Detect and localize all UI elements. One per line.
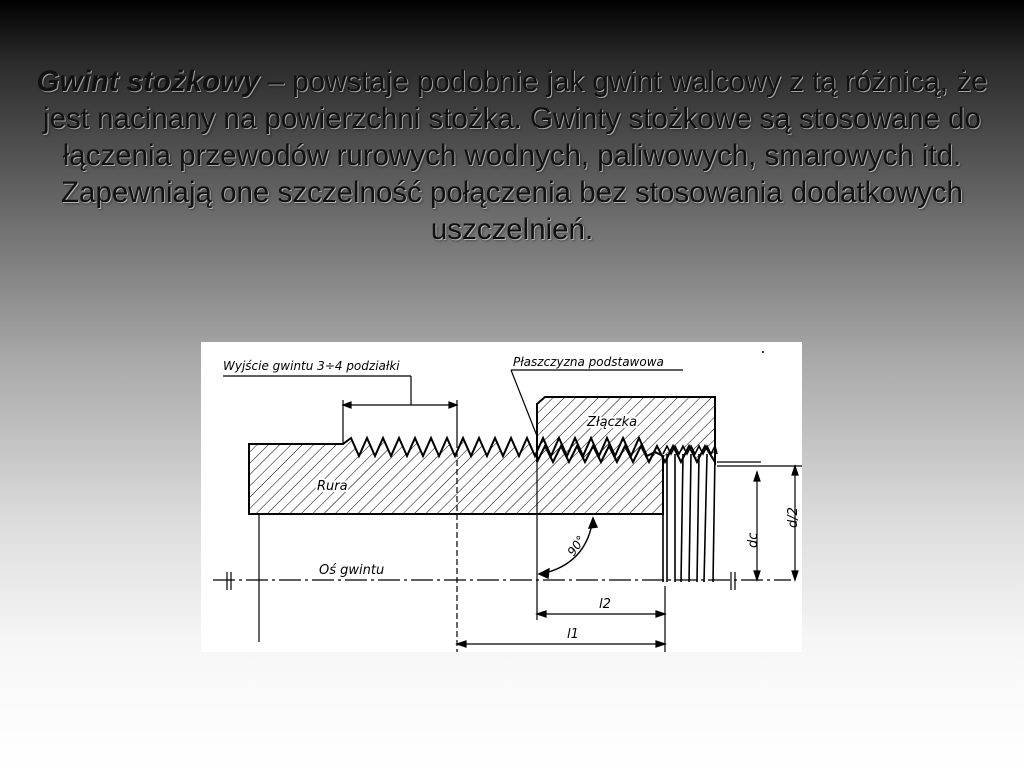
- label-pipe: Rura: [317, 479, 348, 494]
- lead-term: Gwint stożkowy: [36, 65, 260, 98]
- label-angle: 90°: [564, 532, 589, 559]
- slide-paragraph: [10, 63, 1014, 248]
- thread-end-section: [663, 446, 717, 582]
- label-thread-runout: Wyjście gwintu 3÷4 podziałki: [223, 359, 400, 373]
- runout-dimension: [223, 376, 457, 444]
- l1-dimension: [457, 620, 665, 652]
- label-dc: dc: [746, 532, 761, 548]
- label-coupling: Złączka: [587, 415, 638, 430]
- label-d: d/2: [786, 507, 801, 528]
- corner-dot: [762, 351, 764, 353]
- body-text: – powstaje podobnie jak gwint walcowy z tą różnicą, że jest nacinany na powierzchni stożka. Gwinty stożkowe są stosowane do łączenia przewodów rurowych wodnych, paliwowych, smarowych itd. Zapewniają one szczelność połączenia bez stosowania dodatkowych uszczelnień.: [43, 65, 988, 246]
- thread-diagram: [201, 342, 802, 652]
- label-axis: Oś gwintu: [319, 563, 385, 578]
- label-l2: l2: [599, 597, 611, 612]
- label-base-plane: Płaszczyzna podstawowa: [513, 355, 664, 369]
- label-l1: l1: [567, 627, 579, 642]
